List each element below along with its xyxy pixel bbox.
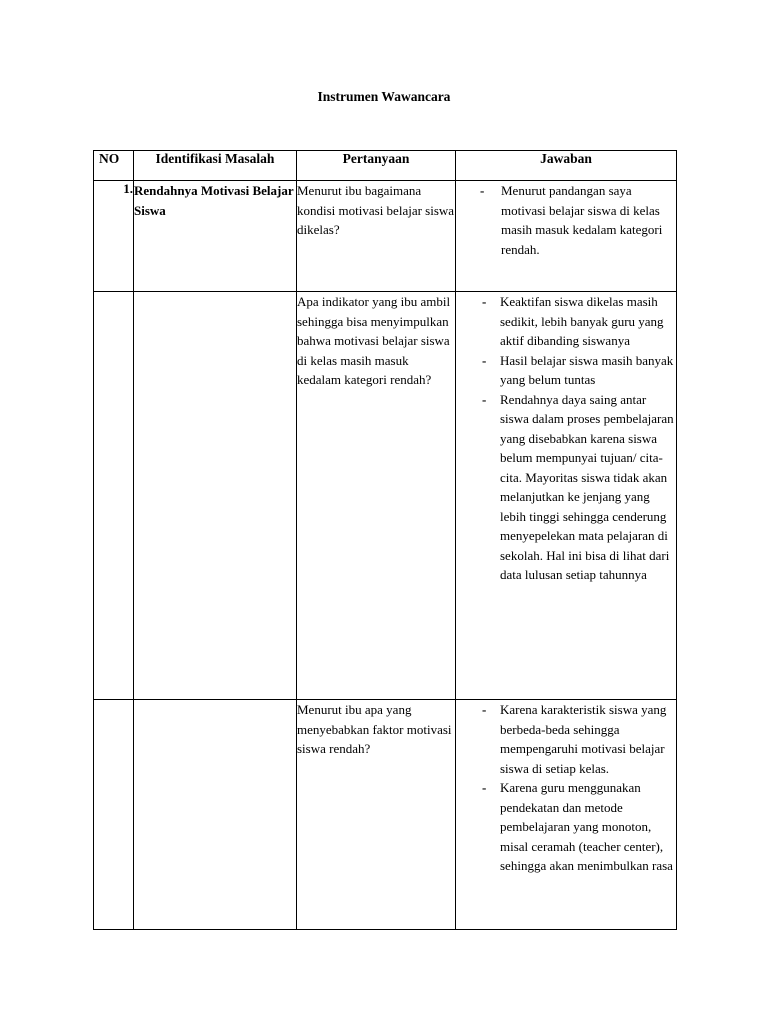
question: Menurut ibu apa yang menyebabkan faktor motivasi siswa rendah? [297,700,456,930]
table-row [94,181,677,292]
header-identifikasi: Identifikasi Masalah [134,151,297,181]
table-header-row [94,151,677,181]
answer-cell [456,181,677,292]
bullet-dash: - [482,352,487,368]
answer-list [456,292,676,585]
question: Menurut ibu bagaimana kondisi motivasi belajar siswa dikelas? [297,181,456,292]
header-jawaban: Jawaban [456,151,677,181]
problem-identification [134,700,297,930]
table-row [94,700,677,930]
bullet-dash: - [482,391,487,407]
bullet-dash: - [480,183,485,198]
answer-item [456,778,676,876]
answer-item [456,700,676,778]
answer-text: Karena guru menggunakan pendekatan dan metode pembelajaran yang monoton, misal ceramah (teacher center), sehingga akan menimbulkan rasa [500,780,673,873]
answer-text: Rendahnya daya saing antar siswa dalam proses pembelajaran yang disebabkan karena siswa belum mempunyai tujuan/ cita-cita. Mayoritas siswa tidak akan melanjutkan ke jenjang yang lebih tinggi sehingga cenderung menyepelekan mata pelajaran di sekolah. Hal ini bisa di lihat dari data lulusan setiap tahunnya [500,391,674,582]
problem-identification: Rendahnya Motivasi Belajar Siswa [134,181,297,292]
row-number [94,292,134,700]
answer-cell [456,292,677,700]
answer-item [456,292,676,351]
answer-text: Hasil belajar siswa masih banyak yang belum tuntas [500,352,674,387]
bullet-dash: - [482,294,487,309]
answer-cell [456,700,677,930]
answer-list [456,700,676,876]
bullet-dash: - [482,702,487,717]
answer-item [456,181,676,259]
answer-list [456,181,676,259]
bullet-dash: - [482,780,487,795]
row-number: 1. [94,181,134,292]
answer-text: Keaktifan siswa dikelas masih sedikit, lebih banyak guru yang aktif dibanding siswanya [500,294,664,348]
answer-item [456,390,676,585]
header-no: NO [94,151,134,181]
answer-text: Menurut pandangan saya motivasi belajar siswa di kelas masih masuk kedalam kategori rendah. [501,183,663,257]
problem-identification [134,292,297,700]
answer-text: Karena karakteristik siswa yang berbeda-beda sehingga mempengaruhi motivasi belajar siswa di setiap kelas. [500,702,667,776]
table-row [94,292,677,700]
question: Apa indikator yang ibu ambil sehingga bisa menyimpulkan bahwa motivasi belajar siswa di kelas masih masuk kedalam kategori rendah? [297,292,456,700]
header-pertanyaan: Pertanyaan [297,151,456,181]
answer-item [456,351,676,390]
row-number [94,700,134,930]
page-title: Instrumen Wawancara [317,89,451,104]
interview-table [93,150,677,930]
